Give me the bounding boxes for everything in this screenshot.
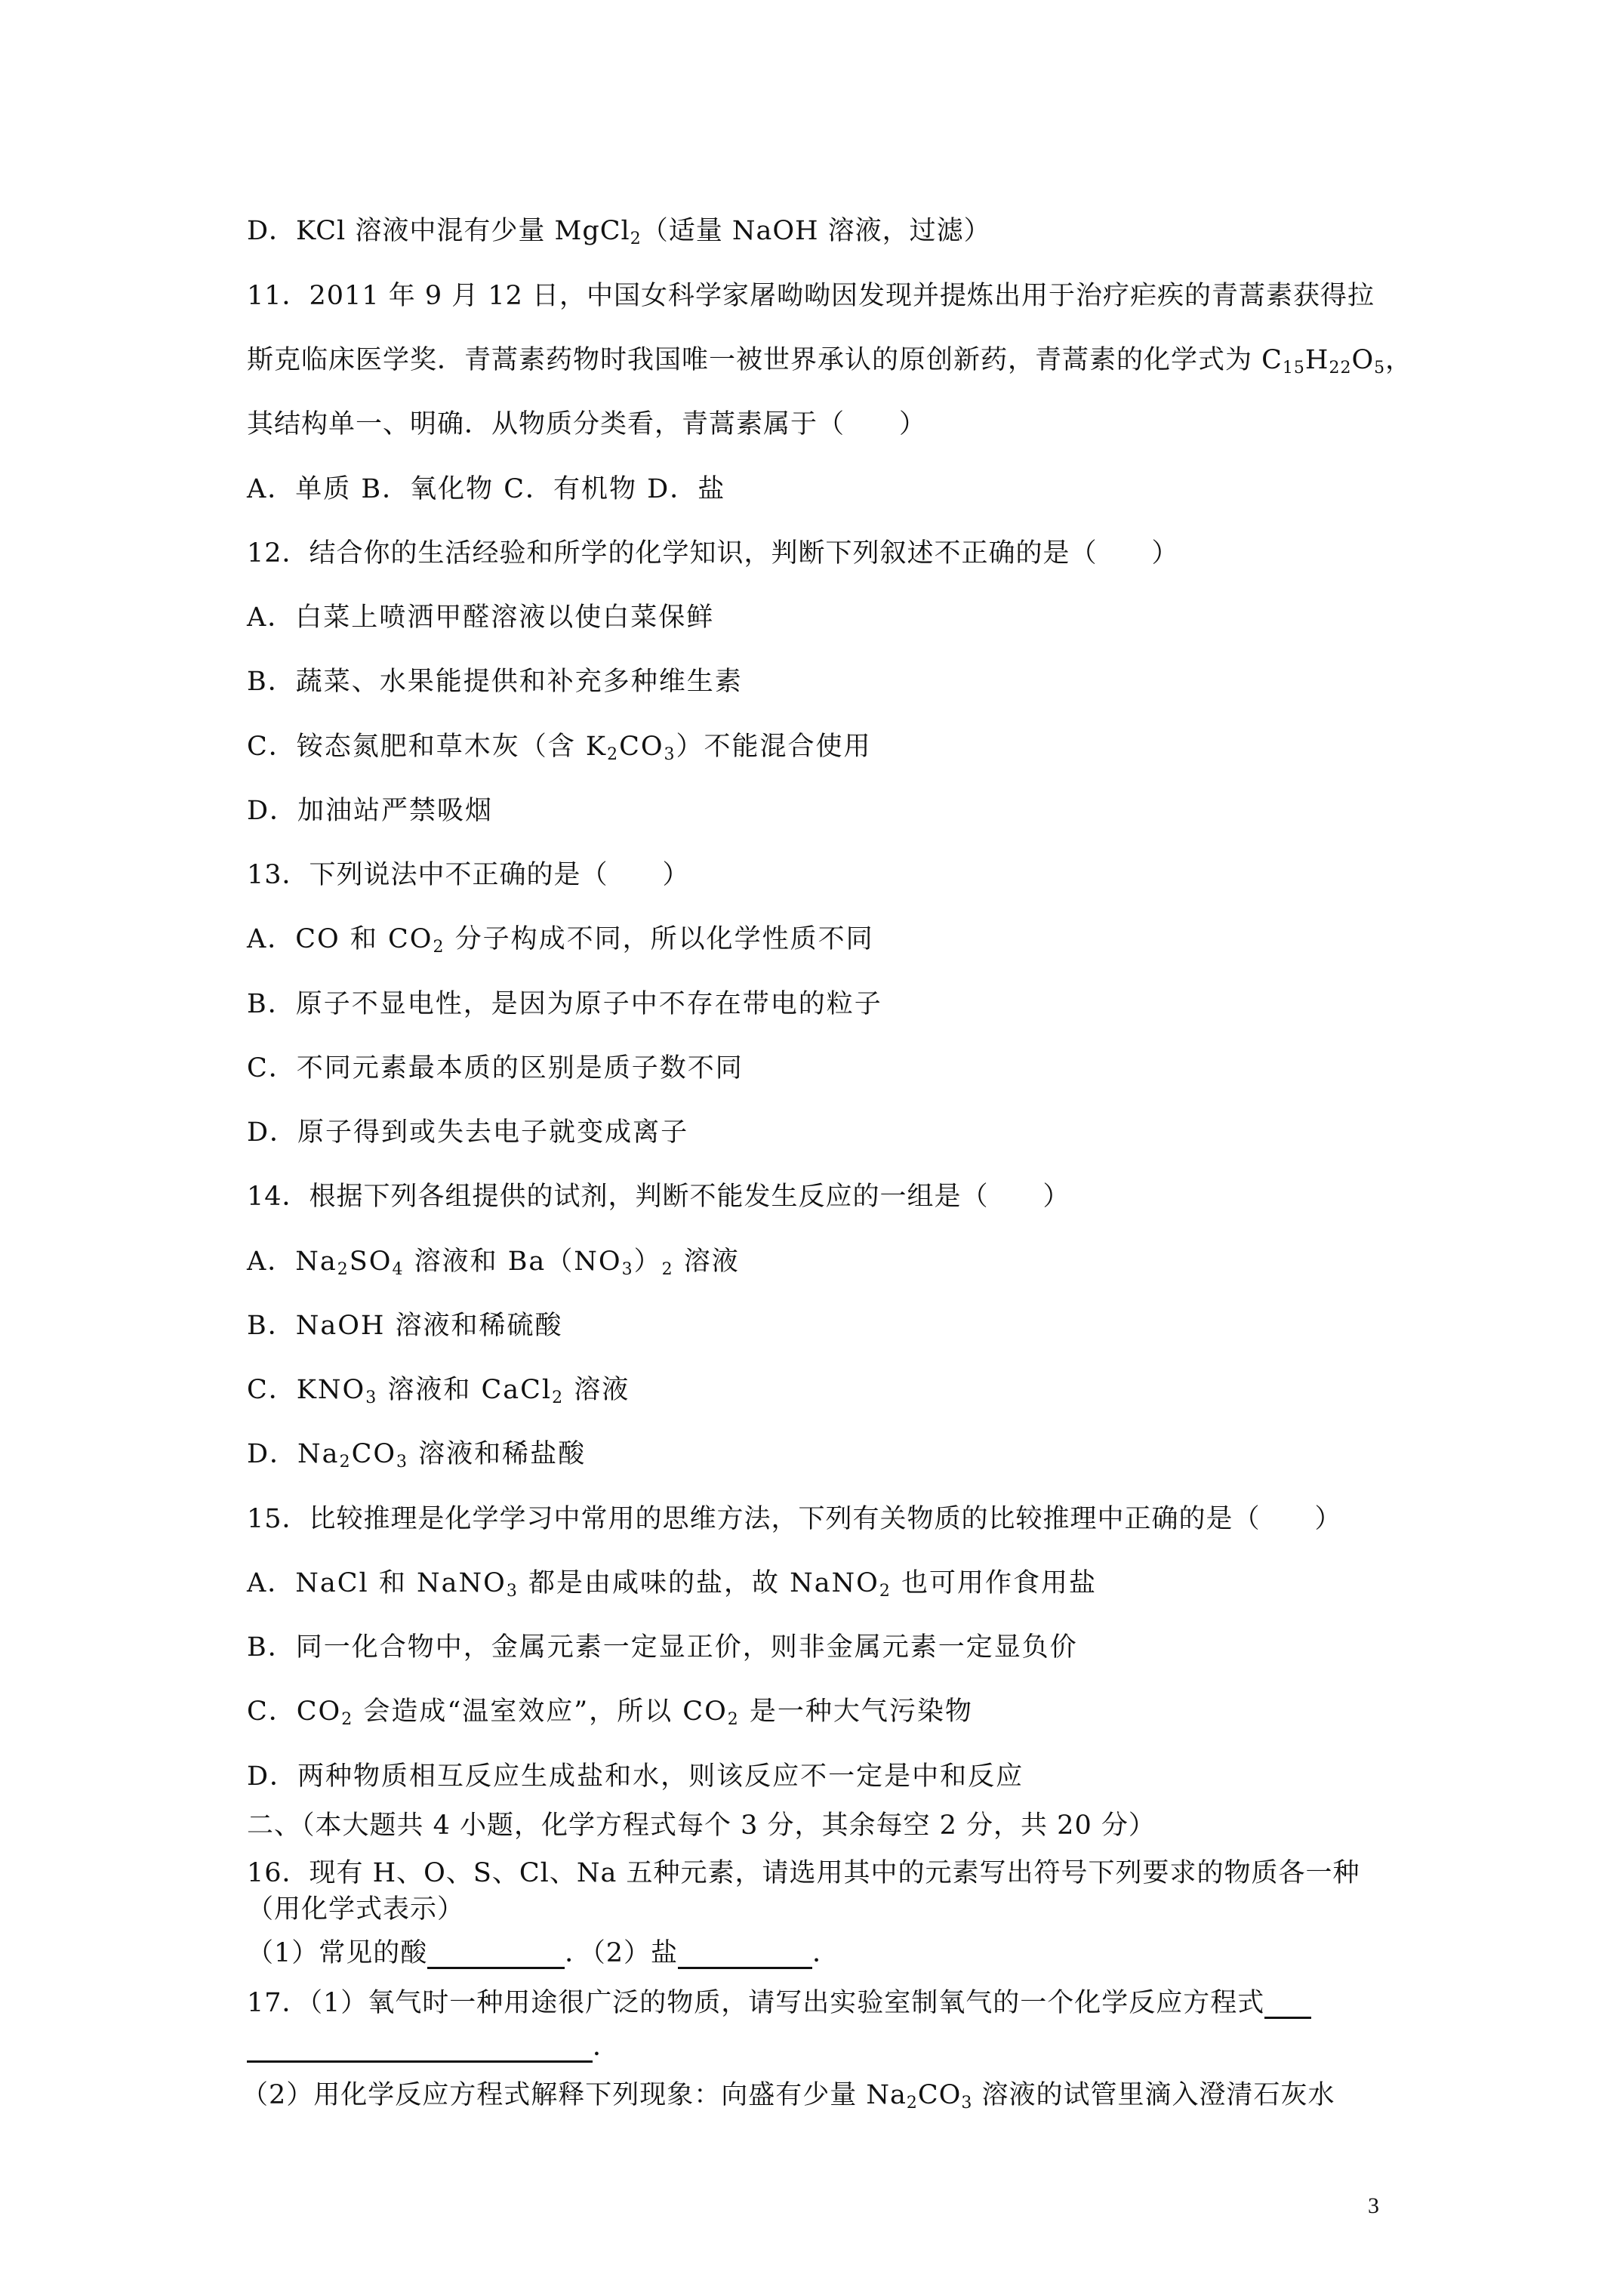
q11-line-1: 11．2011 年 9 月 12 日，中国女科学家屠呦呦因发现并提炼出用于治疗疟疾的青蒿素获得拉: [247, 281, 1375, 311]
text: 也可用作食用盐: [891, 1568, 1098, 1598]
text: ）: [633, 1247, 662, 1277]
answer-blank-oxygen-eq[interactable]: [1264, 1991, 1311, 2019]
subscript: 2: [433, 938, 445, 957]
text: 溶液和 CaCl: [377, 1375, 553, 1405]
text: ．（2）盐: [565, 1938, 679, 1968]
subscript: 5: [1374, 359, 1386, 378]
q16-line-1: 16．现有 H、O、S、Cl、Na 五种元素，请选用其中的元素写出符号下列要求的物质各一种: [247, 1858, 1360, 1888]
q11-options: A．单质 B．氧化物 C．有机物 D．盐: [247, 474, 726, 504]
answer-blank-acid[interactable]: [427, 1941, 565, 1969]
subscript: 15: [1282, 359, 1305, 378]
text: 溶液的试管里滴入澄清石灰水: [972, 2080, 1335, 2110]
text: D．Na: [247, 1439, 340, 1469]
text: C．CO: [247, 1697, 342, 1727]
subscript: 2: [341, 1710, 354, 1729]
text: CO: [917, 2080, 962, 2110]
text: 溶液和 Ba（NO: [404, 1247, 622, 1277]
text: 溶液: [564, 1375, 630, 1405]
q13-option-a: [247, 923, 874, 955]
text: CO: [351, 1439, 397, 1469]
subscript: 2: [906, 2094, 918, 2113]
subscript: 4: [392, 1260, 405, 1279]
section-2-header: 二、（本大题共 4 小题，化学方程式每个 3 分，其余每空 2 分，共 20 分）: [247, 1811, 1156, 1841]
subscript: 2: [661, 1260, 674, 1279]
subscript: 2: [727, 1710, 740, 1729]
text: （1）常见的酸: [247, 1938, 428, 1968]
q17-line-3: [242, 2079, 1335, 2111]
q14-option-a: [247, 1246, 740, 1277]
subscript: 3: [664, 745, 676, 764]
q11-line-3: 其结构单一、明确．从物质分类看，青蒿素属于（ ）: [247, 409, 927, 439]
page-number: 3: [1368, 2193, 1379, 2218]
q15-option-a: [247, 1567, 1097, 1599]
answer-blank-salt[interactable]: [678, 1941, 812, 1969]
subscript: 22: [1329, 359, 1352, 378]
text: C．铵态氮肥和草木灰（含 K: [247, 732, 608, 762]
text: 分子构成不同，所以化学性质不同: [445, 924, 874, 954]
text: ，: [1385, 345, 1413, 375]
q13-option-d: D．原子得到或失去电子就变成离子: [247, 1117, 689, 1148]
text: A．NaCl 和 NaNO: [247, 1568, 507, 1598]
text: A．CO 和 CO: [247, 924, 433, 954]
text: （适量 NaOH 溶液，过滤）: [641, 216, 991, 246]
q17-line-2: [247, 2031, 620, 2063]
q15-option-b: B．同一化合物中，金属元素一定显正价，则非金属元素一定显负价: [247, 1632, 1078, 1663]
subscript: 2: [607, 745, 620, 764]
q13-option-b: B．原子不显电性，是因为原子中不存在带电的粒子: [247, 989, 882, 1019]
q10-option-d: [247, 215, 991, 247]
q14-option-d: [247, 1438, 586, 1470]
text: 都是由咸味的盐，故 NaNO: [518, 1568, 879, 1598]
subscript: 2: [339, 1453, 352, 1472]
q12-option-b: B．蔬菜、水果能提供和补充多种维生素: [247, 667, 743, 697]
text: O: [1351, 345, 1375, 375]
q16-line-2: （用化学式表示）: [247, 1894, 465, 1925]
q12-option-d: D．加油站严禁吸烟: [247, 796, 494, 826]
text: D．KCl 溶液中混有少量 MgCl: [247, 216, 630, 246]
text: SO: [349, 1247, 393, 1277]
text: ．: [812, 1938, 840, 1968]
q12-option-c: [247, 731, 872, 763]
text: A．Na: [247, 1247, 337, 1277]
text: 溶液: [673, 1247, 740, 1277]
text: ．: [593, 2032, 621, 2062]
q11-line-2: [247, 344, 1412, 376]
text: 是一种大气污染物: [739, 1697, 973, 1727]
q13-option-c: C．不同元素最本质的区别是质子数不同: [247, 1053, 744, 1083]
subscript: 3: [621, 1260, 634, 1279]
q12-option-a: A．白菜上喷洒甲醛溶液以使白菜保鲜: [247, 603, 715, 633]
text: 溶液和稀盐酸: [408, 1439, 587, 1469]
q15-option-d: D．两种物质相互反应生成盐和水，则该反应不一定是中和反应: [247, 1761, 1024, 1792]
text: 17．（1）氧气时一种用途很广泛的物质，请写出实验室制氧气的一个化学反应方程式: [247, 1988, 1265, 2018]
text: 斯克临床医学奖．青蒿素药物时我国唯一被世界承认的原创新药，青蒿素的化学式为 C: [247, 345, 1283, 375]
q14-option-c: [247, 1374, 630, 1406]
q15-option-c: [247, 1696, 973, 1727]
q12-stem: 12．结合你的生活经验和所学的化学知识，判断下列叙述不正确的是（ ）: [247, 538, 1179, 569]
text: 会造成“温室效应”，所以 CO: [353, 1697, 728, 1727]
text: C．KNO: [247, 1375, 366, 1405]
q14-option-b: B．NaOH 溶液和稀硫酸: [247, 1311, 563, 1341]
subscript: 3: [396, 1453, 409, 1472]
q14-stem: 14．根据下列各组提供的试剂，判断不能发生反应的一组是（ ）: [247, 1182, 1070, 1212]
text: ）不能混合使用: [676, 732, 872, 762]
subscript: 2: [879, 1582, 892, 1601]
subscript: 3: [506, 1582, 519, 1601]
answer-blank-oxygen-eq-cont[interactable]: [247, 2035, 593, 2063]
text: CO: [619, 732, 664, 762]
q15-stem: 15．比较推理是化学学习中常用的思维方法，下列有关物质的比较推理中正确的是（ ）: [247, 1504, 1342, 1534]
subscript: 2: [630, 230, 642, 248]
subscript: 3: [961, 2094, 973, 2113]
q16-line-3: [247, 1937, 839, 1969]
subscript: 3: [365, 1388, 378, 1407]
subscript: 2: [552, 1388, 565, 1407]
q13-stem: 13．下列说法中不正确的是（ ）: [247, 860, 690, 890]
text: （2）用化学反应方程式解释下列现象：向盛有少量 Na: [242, 2080, 907, 2110]
text: H: [1304, 345, 1329, 375]
q17-line-1: [247, 1987, 1311, 2019]
subscript: 2: [337, 1260, 350, 1279]
